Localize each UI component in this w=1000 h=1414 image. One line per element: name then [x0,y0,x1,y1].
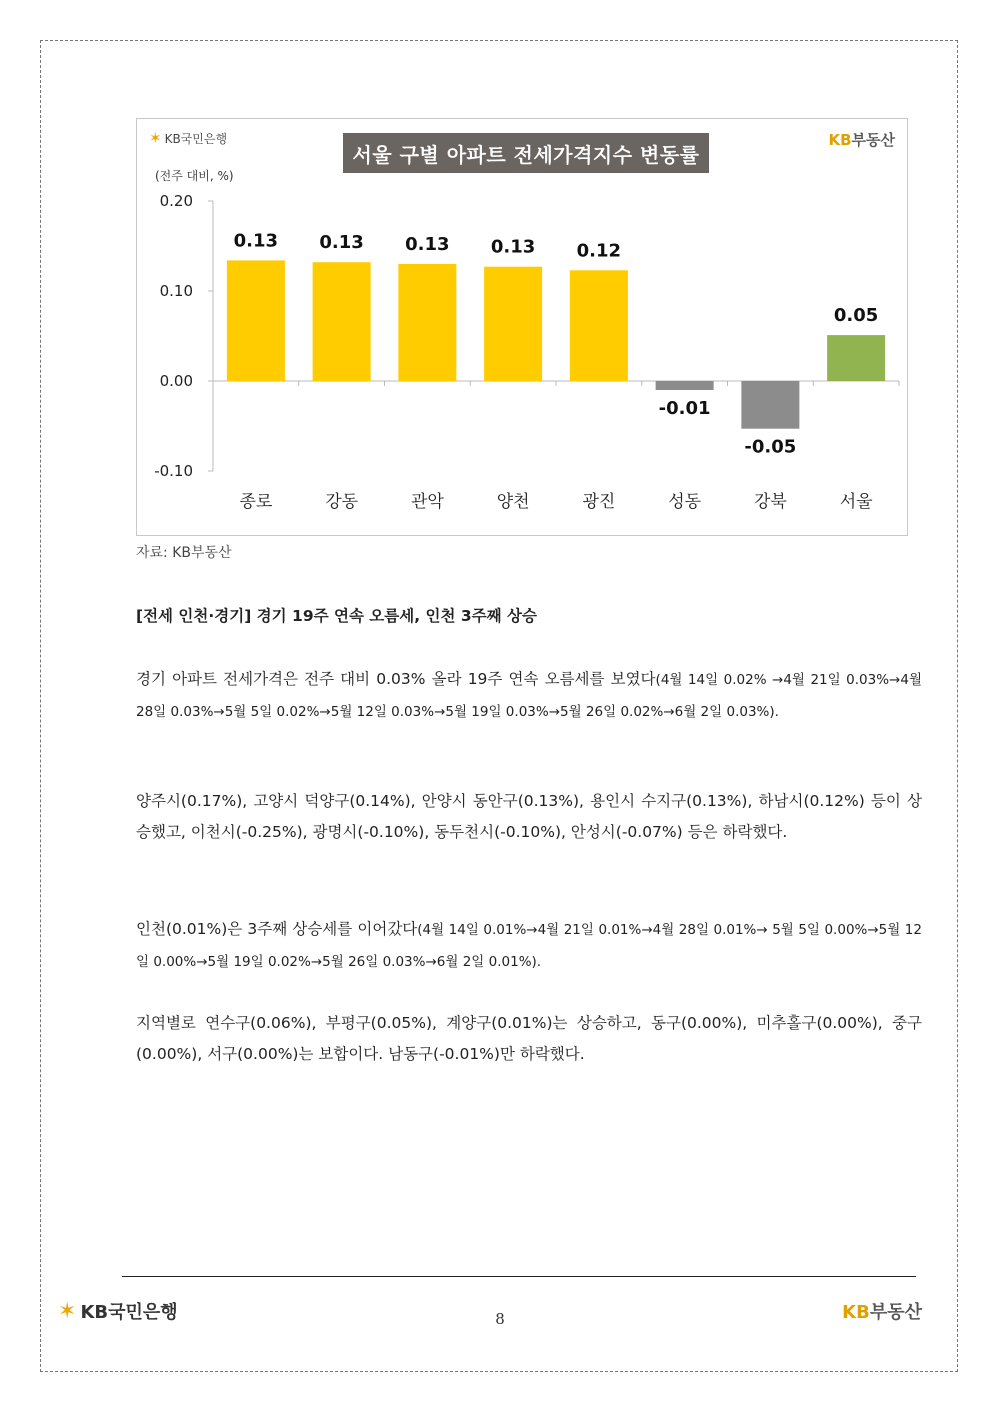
x-category-label: 성동 [668,492,702,512]
source-note: 자료: KB부동산 [136,545,232,561]
data-label: -0.05 [744,436,797,458]
footer-kb-bank-logo-text: KB국민은행 [80,1302,178,1323]
paragraph-incheon-detail: (4월 14일 0.01%→4월 21일 0.01%→4월 28일 0.01%→ 5월 5일 0.00%→5월 12일 0.00%→5월 19일 0.02%→5월 26일 0.03%→6월 2일 0.01%). [136,922,922,970]
page-number: 8 [495,1310,505,1328]
chart-container [136,118,908,536]
data-label: 0.13 [233,230,279,252]
y-tick-label: 0.10 [159,282,193,300]
paragraph-gyeonggi-regions: 양주시(0.17%), 고양시 덕양구(0.14%), 안양시 동안구(0.13%), 용인시 수지구(0.13%), 하남시(0.12%) 등이 상승했고, 이천시(-0.25%), 광명시(-0.10%), 동두천시(-0.10%), 안성시(-0.07%) 등은 하락했다. [136,792,922,841]
x-category-label: 서울 [839,492,873,512]
data-label: 0.05 [833,305,879,327]
data-label: 0.13 [319,232,364,254]
kb-star-logo-icon: ✶ [58,1298,77,1324]
kb-realestate-logo-name: 부동산 [851,131,895,149]
footer-kb-realestate-logo [842,1298,922,1324]
x-category-label: 강북 [753,492,787,512]
bar-관악 [398,264,456,381]
bar-강동 [313,262,371,381]
kb-realestate-logo-kb: KB [828,131,852,149]
y-tick-label: 0.20 [159,192,193,210]
bar-강북 [741,381,799,429]
paragraph-gyeonggi-detail: (4월 14일 0.02% →4월 21일 0.03%→4월 28일 0.03%→5월 5일 0.02%→5월 12일 0.03%→5월 19일 0.03%→5월 26일 0.02%→6월 2일 0.03%). [136,672,922,720]
paragraph-incheon-main: 인천(0.01%)은 3주째 상승세를 이어갔다 [136,920,418,938]
bar-chart [137,119,907,535]
footer-kb-realestate-logo-kb: KB [842,1302,870,1323]
paragraph-gyeonggi [136,664,922,728]
data-label: 0.12 [576,240,622,262]
bar-성동 [656,381,714,390]
kb-star-logo-icon: ✶ [149,129,162,147]
y-tick-label: 0.00 [159,372,193,390]
y-axis-unit-label: (전주 대비, %) [155,169,234,183]
paragraph-gyeonggi-main: 경기 아파트 전세가격은 전주 대비 0.03% 올라 19주 연속 오름세를 보였다 [136,670,656,688]
data-label: 0.13 [405,234,450,255]
x-category-label: 강동 [325,492,359,512]
bar-서울 [827,335,885,381]
bar-양천 [484,267,542,381]
x-category-label: 양천 [496,492,530,512]
chart-title: 서울 구별 아파트 전세가격지수 변동률 [343,133,709,173]
paragraph-incheon [136,914,922,978]
paragraph-incheon-regions: 지역별로 연수구(0.06%), 부평구(0.05%), 계양구(0.01%)는 상승하고, 동구(0.00%), 미추홀구(0.00%), 중구(0.00%), 서구(0.00%)는 보합이다. 남동구(-0.01%)만 하락했다. [136,1014,922,1063]
data-label: 0.13 [490,236,536,258]
bar-광진 [570,270,628,381]
x-category-label: 광진 [582,492,616,512]
kb-bank-logo-text: KB국민은행 [164,131,228,146]
y-tick-label: -0.10 [154,462,193,480]
footer-divider [122,1276,916,1277]
footer-kb-realestate-logo-name: 부동산 [869,1302,922,1323]
x-category-label: 종로 [239,492,273,512]
bar-종로 [227,260,285,381]
section-heading: [전세 인천·경기] 경기 19주 연속 오름세, 인천 3주째 상승 [136,607,537,625]
data-label: -0.01 [658,398,711,419]
x-category-label: 관악 [410,492,444,512]
